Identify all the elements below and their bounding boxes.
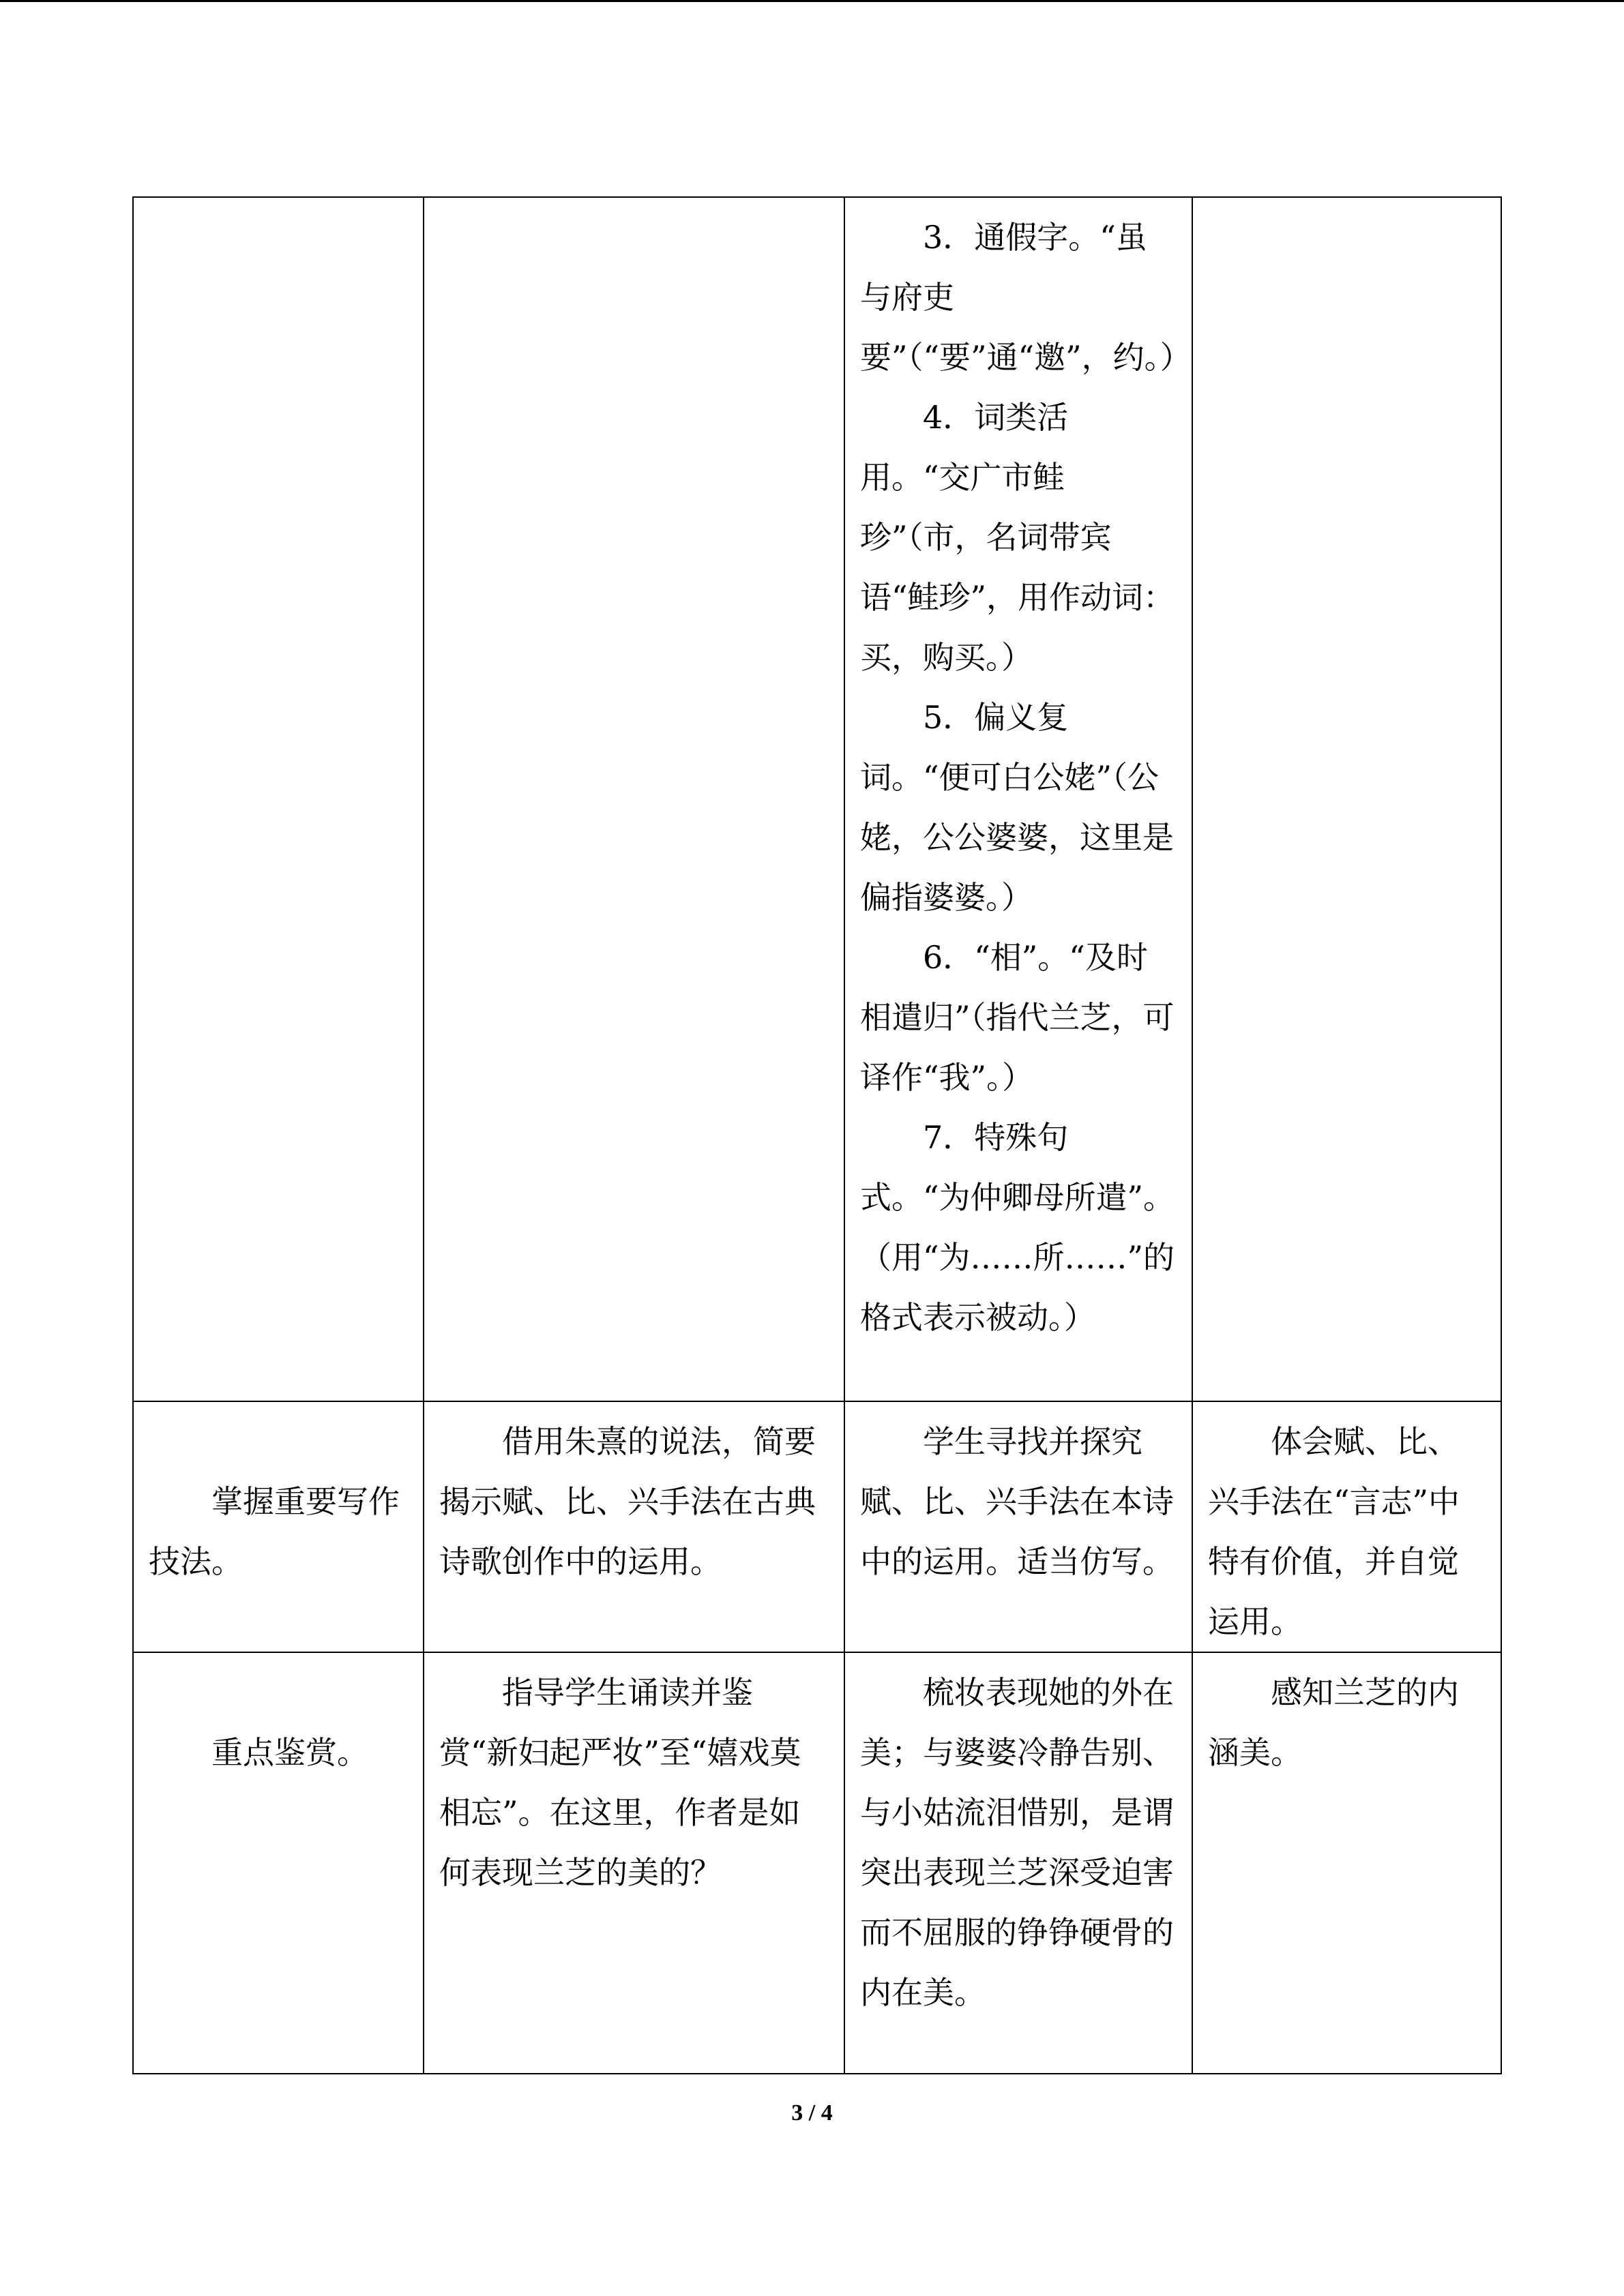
paragraph: 掌握重要写作技法。 — [149, 1483, 400, 1580]
page-number: 3 / 4 — [791, 2100, 833, 2126]
paragraph: 3．通假字。“虽与府吏要”（“要”通“邀”，约。） — [860, 219, 1192, 376]
teacher-activity-cell — [424, 1401, 844, 1652]
paragraph: 重点鉴赏。 — [211, 1734, 368, 1771]
page-top-border — [0, 0, 1624, 2]
teacher-activity-cell — [424, 197, 844, 1401]
student-activity-cell — [844, 1652, 1192, 2074]
paragraph: 感知兰芝的内涵美。 — [1208, 1674, 1459, 1771]
paragraph: 学生寻找并探究赋、比、兴手法在本诗中的运用。适当仿写。 — [860, 1423, 1174, 1580]
intent-cell — [1192, 1401, 1501, 1652]
goal-cell — [133, 1401, 424, 1652]
paragraph: 借用朱熹的说法，简要揭示赋、比、兴手法在古典诗歌创作中的运用。 — [439, 1423, 816, 1580]
paragraph: 6．“相”。“及时相遣归”（指代兰芝，可译作“我”。） — [860, 939, 1175, 1096]
paragraph: 指导学生诵读并鉴赏“新妇起严妆”至“嬉戏莫相忘”。在这里，作者是如何表现兰芝的美的？ — [439, 1674, 801, 1891]
paragraph: 体会赋、比、兴手法在“言志”中特有价值，并自觉运用。 — [1208, 1423, 1460, 1640]
paragraph: 4．词类活用。“交广市鲑珍”（市，名词带宾语“鲑珍”，用作动词：买，购买。） — [860, 399, 1175, 676]
teacher-activity-cell — [424, 1652, 844, 2074]
table-row — [133, 1652, 1501, 2074]
lesson-plan-table — [132, 196, 1502, 2074]
intent-cell — [1192, 197, 1501, 1401]
goal-cell — [133, 197, 424, 1401]
intent-cell — [1192, 1652, 1501, 2074]
student-activity-cell — [844, 1401, 1192, 1652]
table-row — [133, 1401, 1501, 1652]
student-activity-cell — [844, 197, 1192, 1401]
table-row — [133, 197, 1501, 1401]
paragraph: 5．偏义复词。“便可白公姥”（公姥，公公婆婆，这里是偏指婆婆。） — [860, 699, 1174, 916]
paragraph: 7．特殊句式。“为仲卿母所遣”。（用“为……所……”的格式表示被动。） — [860, 1119, 1175, 1336]
goal-cell — [133, 1652, 424, 2074]
paragraph: 梳妆表现她的外在美；与婆婆冷静告别、与小姑流泪惜别，是谓突出表现兰芝深受迫害而不屈服的铮铮硬骨的内在美。 — [860, 1674, 1174, 2011]
